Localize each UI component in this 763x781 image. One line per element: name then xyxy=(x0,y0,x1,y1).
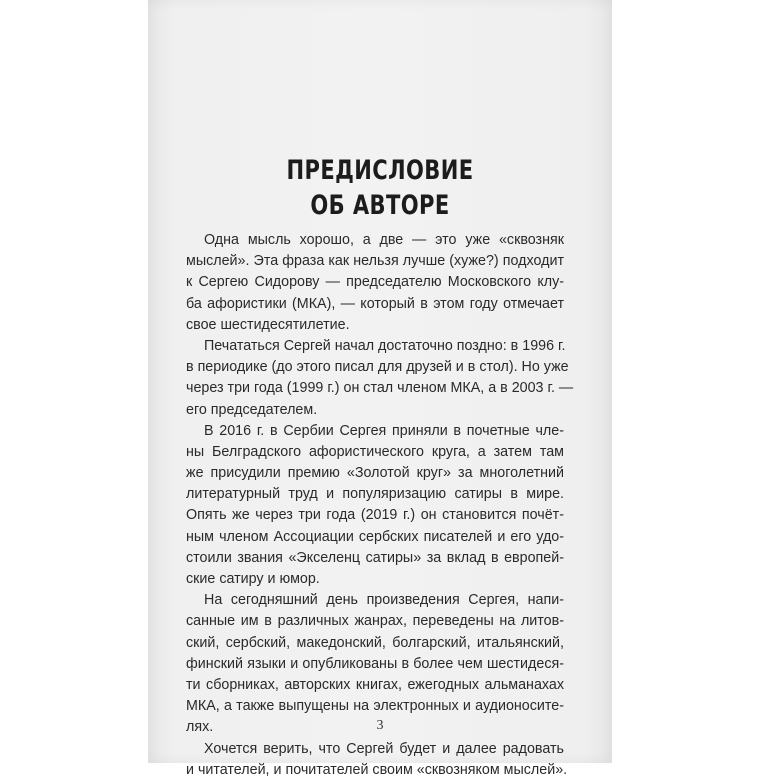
text-line: лях. xyxy=(186,719,214,736)
text-line: ские сатиру и юмор. xyxy=(186,571,320,587)
text-line: ти сборниках, авторских книгах, ежегодных альманахах xyxy=(186,676,564,693)
text-line: стоили звания «Экселенц сатиры» за вклад в европей- xyxy=(186,549,564,566)
text-line: же присудили премию «Золотой круг» за многолетний xyxy=(186,465,564,482)
text-line: и читателей, и почитателей своим «сквозняком мыслей». xyxy=(186,761,568,778)
heading-line-1: ПРЕДИСЛОВИЕ xyxy=(286,155,474,186)
text-line: Опять же через три года (2019 г.) он становится почёт- xyxy=(186,507,564,524)
body-text xyxy=(186,230,574,781)
text-line: мыслей». Эта фраза как нельзя лучше (хуже?) подходит xyxy=(186,253,564,270)
text-line: МКА, а также выпущены на электронных и аудионосите- xyxy=(186,698,564,715)
text-line: санные им в различных жанрах, переведены на литов- xyxy=(186,613,564,630)
text-line: свое шестидесятилетие. xyxy=(186,316,350,333)
text-line: финский языки и опубликованы в более чем шестидеся- xyxy=(186,655,564,672)
text-line: его председателем. xyxy=(186,401,318,418)
text-line: ский, сербский, македонский, болгарский, итальянский, xyxy=(186,634,564,651)
text-line: На сегодняшний день произведения Сергея, напи- xyxy=(204,592,564,609)
text-line: ным членом Ассоциации сербских писателей и его удо- xyxy=(186,528,564,545)
text-line: ба афористики (МКА), — который в этом году отмечает xyxy=(186,295,564,312)
heading-line-2: ОБ АВТОРЕ xyxy=(310,190,450,221)
page-number: 3 xyxy=(376,718,384,733)
text-line: Хочется верить, что Сергей будет и далее радовать xyxy=(204,740,564,757)
text-line: Печататься Сергей начал достаточно поздно: в 1996 г. xyxy=(204,337,566,354)
text-line: через три года (1999 г.) он стал членом МКА, а в 2003 г. — xyxy=(186,380,574,397)
text-line: литературный труд и популяризацию сатиры в мире. xyxy=(186,486,564,503)
text-line: Одна мысль хорошо, а две — это уже «сквозняк xyxy=(204,232,564,248)
text-line: В 2016 г. в Сербии Сергея приняли в почетные чле- xyxy=(204,422,564,439)
text-line: ны Белградского афористического круга, а затем там xyxy=(186,443,564,460)
text-line: к Сергею Сидорову — председателю Московского клу- xyxy=(186,274,564,291)
text-line: в периодике (до этого писал для друзей и в стол). Но уже xyxy=(186,359,569,376)
